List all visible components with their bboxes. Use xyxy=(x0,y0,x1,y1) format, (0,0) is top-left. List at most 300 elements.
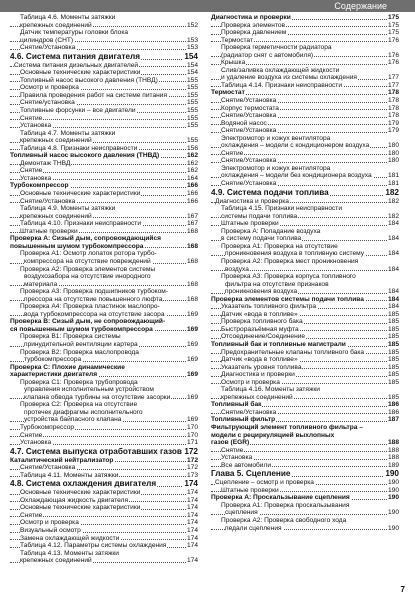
toc-entry-page: 169 xyxy=(186,310,198,318)
toc-entry-title: Проверка А1: Проверка проскальзывания xyxy=(221,501,350,509)
toc-entry xyxy=(10,527,198,535)
toc-entry-title: Таблица 4.14. Признаки неисправности xyxy=(221,81,343,89)
toc-entry xyxy=(211,349,399,357)
toc-entry-page: 178 xyxy=(387,104,399,112)
toc-entry-title: Таблица 4.12. Параметры системы охлаждения xyxy=(20,542,167,550)
toc-entry xyxy=(211,296,399,304)
toc-entry-page: 153 xyxy=(186,36,198,44)
toc-entry xyxy=(211,198,399,206)
toc-left-column xyxy=(10,14,198,565)
toc-entry xyxy=(10,167,198,175)
toc-entry xyxy=(10,464,198,472)
toc-entry-title: Таблица 4.13. Моменты затяжки xyxy=(20,549,119,557)
toc-entry-page: 172 xyxy=(184,446,198,456)
toc-entry-page: 185 xyxy=(387,318,399,326)
toc-entry-title: Электромотор и кожух вентилятора xyxy=(221,164,331,172)
toc-entry-page: 155 xyxy=(186,91,198,99)
toc-entry-page: 185 xyxy=(387,310,399,318)
toc-entry xyxy=(10,379,198,387)
toc-entry xyxy=(211,525,399,533)
toc-entry xyxy=(211,447,399,455)
toc-entry-title: Таблица 4.16. Моменты затяжки xyxy=(221,386,320,394)
toc-entry xyxy=(10,416,198,424)
toc-entry xyxy=(211,97,399,105)
toc-entry-page: 179 xyxy=(387,119,399,127)
toc-entry-title: Осмотр и проверка xyxy=(20,84,79,92)
toc-entry-title: Основные технические характеристики xyxy=(20,69,141,77)
toc-entry-title: Проверка В1: Проверка системы xyxy=(20,333,121,341)
toc-entry-title: Правила проведения работ на системе питания xyxy=(20,91,168,99)
toc-entry-page: 155 xyxy=(186,99,198,107)
toc-entry-title: Датчик «вода в топливе» xyxy=(221,356,298,364)
toc-entry-page: 185 xyxy=(387,325,399,333)
toc-entry-title: охлаждения – модели без кондиционера воздуха xyxy=(221,172,372,180)
toc-entry-page: 168 xyxy=(186,227,198,235)
toc-entry xyxy=(211,494,399,502)
toc-entry-page: 166 xyxy=(186,182,198,190)
toc-entry xyxy=(211,120,399,128)
toc-entry-title: Каталитический нейтрализатор xyxy=(10,456,114,464)
toc-entry-page: 177 xyxy=(387,81,399,89)
toc-entry-title: охлаждения – модели с кондиционером воздуха xyxy=(221,142,370,150)
toc-entry-page: 184 xyxy=(387,265,399,273)
toc-entry xyxy=(10,228,198,236)
toc-entry xyxy=(10,44,198,52)
toc-entry-title: Проверка элементов системы подачи топлива xyxy=(211,295,364,303)
toc-entry xyxy=(10,447,198,457)
toc-entry-page: 186 xyxy=(387,408,399,416)
toc-entry-title: Быстроразъёмная муфта xyxy=(221,325,299,333)
toc-entry-title: 4.7. Система выпуска отработавших газов xyxy=(10,446,182,456)
toc-entry xyxy=(10,401,198,409)
toc-entry-title: Система питания дизельных двигателей xyxy=(14,61,139,69)
toc-entry xyxy=(211,37,399,45)
toc-entry-title: Электромотор и кожух вентилятора xyxy=(221,134,331,142)
toc-entry-title: Осмотр и проверка xyxy=(221,378,280,386)
toc-entry-title: Проверка А3: Проверка подшипников турбоком- xyxy=(20,288,169,296)
toc-entry xyxy=(211,52,399,60)
toc-entry-title: Топливный бак xyxy=(211,401,262,409)
toc-entry-page: 154 xyxy=(184,51,198,61)
toc-entry-title: Таблица 4.10. Признаки неисправности xyxy=(20,220,142,228)
toc-entry xyxy=(211,220,399,228)
toc-entry xyxy=(211,273,399,281)
toc-entry-title: Штатные проверки xyxy=(221,220,279,228)
toc-entry xyxy=(10,512,198,520)
toc-entry-title: Проверка элементов xyxy=(221,21,286,29)
toc-entry-title: Проверка А1: Проверка на отсутствие xyxy=(221,242,338,250)
toc-entry-page: 169 xyxy=(186,416,198,424)
toc-entry-page: 169 xyxy=(186,356,198,364)
toc-entry-title: Водяной насос xyxy=(221,119,267,127)
toc-entry xyxy=(10,432,198,440)
toc-entry-page: 178 xyxy=(387,89,399,97)
toc-entry-page: 190 xyxy=(385,469,399,479)
toc-entry-title: Снятие/Установка xyxy=(221,408,277,416)
toc-entry xyxy=(10,303,198,311)
toc-entry-page: 174 xyxy=(186,496,198,504)
toc-entry xyxy=(211,14,399,22)
toc-entry-title: материала xyxy=(24,280,58,288)
toc-entry-title: Указатель уровня топлива xyxy=(221,363,302,371)
toc-entry xyxy=(211,311,399,319)
toc-entry-page: 184 xyxy=(387,288,399,296)
toc-entry-title: Основные технические характеристики xyxy=(20,190,141,198)
toc-entry xyxy=(211,250,399,258)
toc-entry xyxy=(10,137,198,145)
toc-entry xyxy=(10,250,198,258)
toc-entry-page: 174 xyxy=(186,511,198,519)
toc-entry xyxy=(211,205,399,213)
toc-entry xyxy=(10,37,198,45)
toc-entry-page: 184 xyxy=(387,303,399,311)
toc-entry xyxy=(10,457,198,465)
toc-entry xyxy=(211,439,399,447)
toc-entry-title: Проверка А3: Проверка корпуса топливного xyxy=(221,273,356,281)
toc-entry-title: модели с рециркуляцией выхлопных xyxy=(211,431,335,439)
toc-entry-title: Снятие/Установка xyxy=(221,180,277,188)
toc-entry xyxy=(211,432,399,440)
toc-entry-title: сцепления xyxy=(225,509,258,517)
toc-entry-page: 154 xyxy=(186,69,198,77)
toc-entry-title: устройства байпасного клапана xyxy=(24,416,122,424)
toc-entry-page: 155 xyxy=(186,84,198,92)
toc-entry-title: Отсоединение/Соединение xyxy=(221,333,306,341)
toc-entry-title: Таблица 4.8. Признаки неисправности xyxy=(20,144,138,152)
toc-entry xyxy=(10,130,198,138)
toc-entry-page: 162 xyxy=(186,159,198,167)
toc-entry-page: 154 xyxy=(186,61,198,69)
toc-entry-title: Штатные проверки xyxy=(221,486,279,494)
toc-entry-page: 186 xyxy=(387,401,399,409)
toc-entry-page: 153 xyxy=(186,44,198,52)
toc-entry-page: 190 xyxy=(387,479,399,487)
toc-entry xyxy=(211,487,399,495)
toc-entry xyxy=(10,557,198,565)
toc-entry-page: 179 xyxy=(387,127,399,135)
toc-entry xyxy=(10,386,198,394)
toc-entry-title: (радиатор снят с автомобиля) xyxy=(221,51,314,59)
toc-entry xyxy=(211,105,399,113)
toc-entry xyxy=(10,356,198,364)
toc-entry xyxy=(211,59,399,67)
toc-entry-title: вода турбокомпрессора на отсутствие засора xyxy=(24,310,165,318)
toc-entry xyxy=(211,228,399,236)
toc-entry-title: Снятие/Установка xyxy=(221,127,277,135)
toc-entry-title: Все автомобили xyxy=(221,461,272,469)
toc-entry-title: Проверка С: Плохие динамические xyxy=(10,363,125,371)
toc-entry-title: Сцепление – осмотр и проверка xyxy=(215,479,314,487)
toc-entry xyxy=(10,52,198,62)
toc-entry-title: Снятие xyxy=(20,511,43,519)
toc-entry-page: 177 xyxy=(387,74,399,82)
toc-entry-title: Снятие/Установка xyxy=(221,97,277,105)
toc-entry xyxy=(10,243,198,251)
toc-entry-title: Проверка С2: Проверка на отсутствие xyxy=(20,401,138,409)
toc-entry-page: 176 xyxy=(387,51,399,59)
toc-entry xyxy=(211,371,399,379)
toc-entry-title: педали сцепления xyxy=(225,524,282,532)
toc-entry xyxy=(10,62,198,70)
toc-entry-title: Таблица 4.11. Моменты затяжки xyxy=(20,471,119,479)
toc-entry-page: 188 xyxy=(387,446,399,454)
toc-entry xyxy=(10,273,198,281)
toc-entry xyxy=(211,165,399,173)
toc-entry xyxy=(10,281,198,289)
toc-entry xyxy=(10,69,198,77)
toc-entry-title: Визуальный осмотр xyxy=(20,527,81,534)
toc-entry xyxy=(211,180,399,188)
toc-entry-title: Топливный фильтр xyxy=(211,416,276,424)
toc-entry xyxy=(211,416,399,424)
toc-entry-title: Основные технические характеристики xyxy=(20,504,141,512)
toc-entry xyxy=(10,394,198,402)
toc-entry-title: 4.9. Система подачи топлива xyxy=(211,187,329,197)
toc-entry-page: 174 xyxy=(184,479,198,489)
toc-entry-page: 173 xyxy=(186,471,198,479)
toc-entry xyxy=(10,220,198,228)
toc-entry-page: 181 xyxy=(387,172,399,180)
toc-entry xyxy=(10,182,198,190)
toc-entry-page: 155 xyxy=(186,76,198,84)
toc-entry xyxy=(211,401,399,409)
toc-entry-title: Предохранительные клапаны топливного бака xyxy=(221,348,365,356)
toc-entry-title: Снятие/установка xyxy=(20,99,75,107)
toc-entry-page: 175 xyxy=(387,21,399,29)
toc-entry xyxy=(211,386,399,394)
toc-entry-title: Таблица 4.9. Моменты затяжки xyxy=(20,205,116,213)
toc-entry xyxy=(211,479,399,487)
toc-entry xyxy=(211,318,399,326)
toc-entry-page: 175 xyxy=(387,14,399,21)
toc-entry xyxy=(10,341,198,349)
toc-entry xyxy=(211,150,399,158)
toc-entry-title: компрессора на отсутствие повреждений xyxy=(24,257,151,265)
toc-entry xyxy=(211,135,399,143)
toc-entry-title: Установка xyxy=(20,122,52,130)
toc-entry-page: 166 xyxy=(186,190,198,198)
toc-entry xyxy=(211,29,399,37)
toc-entry xyxy=(211,22,399,30)
toc-entry-page: 182 xyxy=(385,187,399,197)
toc-entry-title: Проверка герметичности радиатора xyxy=(221,44,332,52)
toc-entry-title: Снятие/Установка xyxy=(221,157,277,165)
toc-entry xyxy=(211,157,399,165)
toc-entry-title: турбокомпрессора xyxy=(24,356,82,364)
toc-entry-title: клапана обвода турбины на отсутствие засорки xyxy=(24,393,171,401)
toc-entry xyxy=(10,29,198,37)
toc-entry-title: 4.8. Система охлаждения двигателя xyxy=(10,479,157,489)
toc-entry xyxy=(211,67,399,75)
toc-entry-page: 174 xyxy=(186,504,198,512)
toc-entry-title: Диагностика и проверки xyxy=(221,371,295,379)
toc-entry xyxy=(211,281,399,289)
toc-entry-title: Снятие xyxy=(221,446,244,454)
toc-entry-title: Установка xyxy=(221,454,253,462)
toc-entry-title: проникновения воздуха в топливную систему xyxy=(225,250,365,258)
toc-entry xyxy=(211,379,399,387)
toc-entry xyxy=(211,44,399,52)
toc-entry xyxy=(211,303,399,311)
toc-entry-page: 181 xyxy=(387,180,399,188)
toc-entry-page: 169 xyxy=(186,393,198,401)
toc-entry xyxy=(211,333,399,341)
toc-entry-title: проникновения воздуха xyxy=(225,288,298,296)
toc-entry-page: 155 xyxy=(186,114,198,122)
toc-entry-page: 176 xyxy=(387,36,399,44)
toc-entry-title: Таблица 4.6. Моменты затяжки xyxy=(20,14,116,21)
toc-entry-title: Снятие/Установка xyxy=(221,112,277,120)
toc-entry-title: Указатель топливного фильтра xyxy=(221,303,317,311)
toc-entry-page: 174 xyxy=(186,542,198,550)
toc-entry xyxy=(211,288,399,296)
toc-right-column xyxy=(211,14,399,532)
toc-entry-title: крепежных соединений xyxy=(20,21,92,29)
toc-entry-title: Установка xyxy=(20,174,52,182)
toc-entry xyxy=(10,266,198,274)
toc-entry xyxy=(10,22,198,30)
toc-entry-page: 170 xyxy=(186,423,198,431)
toc-entry xyxy=(10,145,198,153)
toc-entry xyxy=(211,235,399,243)
toc-entry xyxy=(10,122,198,130)
toc-entry-page: 174 xyxy=(186,557,198,565)
toc-entry-page: 174 xyxy=(186,534,198,542)
toc-entry-page: 188 xyxy=(387,454,399,462)
toc-entry xyxy=(10,497,198,505)
toc-entry-title: Глава 5. Сцепление xyxy=(211,469,291,479)
toc-entry-page: 185 xyxy=(387,371,399,379)
toc-entry-title: крепежных соединений xyxy=(20,557,92,565)
toc-entry-title: воздуха xyxy=(225,265,249,273)
toc-entry xyxy=(211,424,399,432)
toc-entry xyxy=(211,454,399,462)
toc-entry-title: и удаление воздуха из системы охлаждения xyxy=(221,74,357,82)
toc-entry-title: Осмотр и проверка xyxy=(20,519,79,527)
toc-entry-page: 185 xyxy=(387,378,399,386)
toc-entry xyxy=(211,258,399,266)
toc-entry-title: 4.6. Система питания двигателя xyxy=(10,51,141,61)
toc-entry-title: Диагностика и проверки xyxy=(211,14,291,21)
toc-entry-page: 172 xyxy=(186,464,198,472)
toc-entry-title: Штатные проверки xyxy=(20,227,78,235)
toc-entry-title: Снятие xyxy=(221,149,244,157)
toc-entry-page: 171 xyxy=(186,439,198,447)
toc-entry-title: Проверка А: Сизый дым, сопровождающийся xyxy=(10,235,161,243)
toc-entry xyxy=(10,519,198,527)
toc-entry-page: 182 xyxy=(387,212,399,220)
toc-entry xyxy=(211,188,399,198)
toc-entry-page: 162 xyxy=(186,167,198,175)
toc-entry-page: 187 xyxy=(387,416,399,424)
toc-entry xyxy=(10,424,198,432)
toc-entry-page: 169 xyxy=(186,340,198,348)
toc-entry xyxy=(211,394,399,402)
toc-entry-page: 169 xyxy=(186,325,198,333)
toc-entry xyxy=(10,371,198,379)
toc-entry-page: 156 xyxy=(186,144,198,152)
toc-entry xyxy=(10,364,198,372)
toc-entry-title: Проверка А2: Проверка свободного хода xyxy=(221,517,347,524)
toc-entry-page: 184 xyxy=(387,250,399,258)
toc-entry-page: 178 xyxy=(387,97,399,105)
toc-entry-title: Основные технические характеристики xyxy=(20,489,141,497)
toc-entry-title: Слив/заливка охлаждающей жидкости xyxy=(221,66,340,74)
toc-entry xyxy=(10,92,198,100)
toc-entry xyxy=(10,160,198,168)
toc-entry-page: 178 xyxy=(387,112,399,120)
toc-entry-title: Крышка xyxy=(221,59,246,67)
toc-entry-page: 182 xyxy=(387,197,399,205)
toc-entry xyxy=(10,258,198,266)
header-title: Содержание xyxy=(334,1,387,11)
toc-entry xyxy=(211,213,399,221)
toc-entry-page: 185 xyxy=(387,356,399,364)
toc-entry-page: 185 xyxy=(387,393,399,401)
toc-entry-title: газов (EGR) xyxy=(211,439,250,447)
toc-entry xyxy=(10,288,198,296)
toc-entry xyxy=(10,535,198,543)
toc-entry-page: 175 xyxy=(387,29,399,37)
toc-entry-title: Охлаждающая жидкость двигателя xyxy=(20,496,129,504)
toc-entry-page: 185 xyxy=(387,340,399,348)
toc-entry-title: Таблица 4.7. Моменты затяжки xyxy=(20,129,116,137)
toc-entry-title: системы подачи топлива xyxy=(221,212,298,220)
toc-entry-page: 184 xyxy=(387,295,399,303)
toc-entry-title: Снятие xyxy=(20,114,43,122)
toc-entry-page: 168 xyxy=(186,295,198,303)
toc-entry-page: 174 xyxy=(186,527,198,534)
toc-entry-page: 174 xyxy=(186,519,198,527)
toc-entry-page: 184 xyxy=(387,235,399,243)
toc-entry xyxy=(211,127,399,135)
toc-entry xyxy=(10,550,198,558)
toc-entry xyxy=(10,213,198,221)
toc-entry xyxy=(10,175,198,183)
toc-entry-title: воздухозабора на отсутствие инородного xyxy=(24,273,151,281)
toc-entry-page: 172 xyxy=(186,456,198,464)
toc-entry xyxy=(10,349,198,357)
toc-entry-title: Термостат xyxy=(221,36,253,44)
toc-entry-page: 190 xyxy=(387,509,399,517)
toc-entry-page: 185 xyxy=(387,363,399,371)
toc-entry-title: Проверка А4: Проверка пластинок маслопро- xyxy=(20,303,160,311)
toc-entry-page: 164 xyxy=(186,174,198,182)
toc-entry-page: 190 xyxy=(387,494,399,502)
toc-entry-title: цилиндров (СНТ) xyxy=(20,36,74,44)
toc-entry xyxy=(10,14,198,22)
toc-entry-title: управления исполнительным устройством xyxy=(24,386,154,394)
toc-entry-title: Корпус термостата xyxy=(221,104,279,112)
toc-entry xyxy=(10,489,198,497)
toc-entry-page: 180 xyxy=(387,142,399,150)
toc-entry-title: Снятие xyxy=(20,167,43,175)
toc-entry-title: Топливный бак и топливные магистрали xyxy=(211,340,346,348)
toc-entry xyxy=(10,409,198,417)
toc-entry-page: 168 xyxy=(186,242,198,250)
toc-entry xyxy=(10,504,198,512)
toc-entry-title: Датчик температуры головки блока xyxy=(20,29,129,37)
toc-entry-page: 168 xyxy=(186,280,198,288)
toc-entry xyxy=(211,364,399,372)
toc-entry xyxy=(211,356,399,364)
toc-entry-page: 176 xyxy=(387,59,399,67)
toc-entry-title: Турбокомпрессор xyxy=(20,423,75,431)
toc-entry-title: крепежных соединений xyxy=(221,393,293,401)
page-number: 7 xyxy=(400,585,405,594)
toc-entry-page: 180 xyxy=(387,157,399,165)
toc-entry-title: Демонтаж ТНВД xyxy=(20,159,71,167)
